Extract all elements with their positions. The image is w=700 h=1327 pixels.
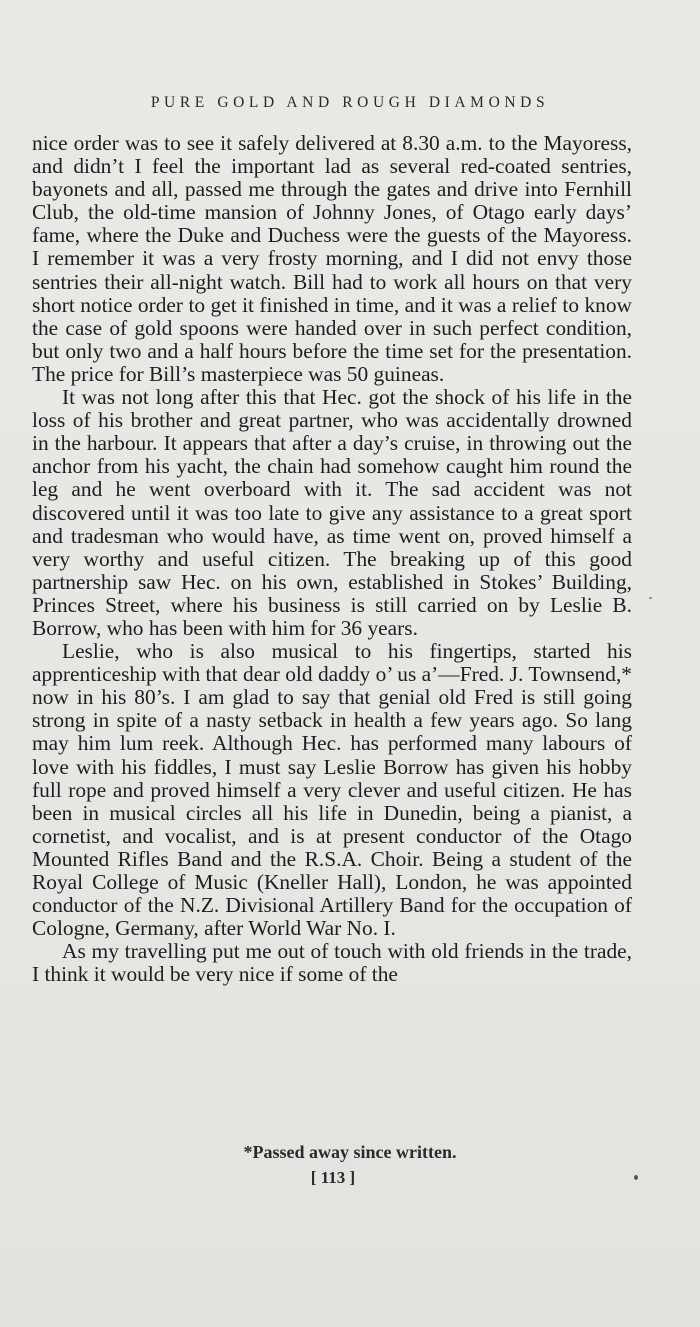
ink-speck — [649, 597, 652, 599]
ink-speck — [634, 1175, 638, 1180]
body-text — [32, 132, 632, 986]
footnote: *Passed away since written. — [243, 1142, 457, 1162]
paragraph-3: Leslie, who is also musical to his fingertips, started his apprenticeship with that dear old daddy o’ us a’—Fred. J. Townsend,* now in his 80’s. I am glad to say that genial old Fred is still going strong in spite of a nasty setback in health a few years ago. So lang may him lum reek. Although Hec. has performed many labours of love with his fiddles, I must say Leslie Borrow has given his hobby full rope and proved himself a very clever and useful citizen. He has been in musical circles all his life in Dunedin, being a pianist, a cornetist, and vocalist, and is at present conductor of the Otago Mounted Rifles Band and the R.S.A. Choir. Being a student of the Royal College of Music (Kneller Hall), London, he was appointed conductor of the N.Z. Divisional Artillery Band for the occupation of Cologne, Germany, after World War No. I. — [32, 639, 632, 941]
paragraph-2: It was not long after this that Hec. got the shock of his life in the loss of his brother and great partner, who was accidentally drowned in the harbour. It appears that after a day’s cruise, in throwing out the anchor from his yacht, the chain had somehow caught him round the leg and he went overboard with it. The sad accident was not discovered until it was too late to give any assistance to a great sport and tradesman who would have, as time went on, proved himself a very worthy and useful citizen. The breaking up of this good partnership saw Hec. on his own, established in Stokes’ Building, Princes Street, where his business is still carried on by Leslie B. Borrow, who has been with him for 36 years. — [32, 385, 632, 640]
running-head: PURE GOLD AND ROUGH DIAMONDS — [150, 94, 550, 111]
paragraph-1: nice order was to see it safely delivered at 8.30 a.m. to the Mayoress, and didn’t I feel the important lad as several red-coated sentries, bayonets and all, passed me through the gates and drive into Fernhill Club, the old-time mansion of Johnny Jones, of Otago early days’ fame, where the Duke and Duchess were the guests of the Mayoress. I remember it was a very frosty morning, and I did not envy those sentries their all-night watch. Bill had to work all hours on that very short notice order to get it finished in time, and it was a relief to know the case of gold spoons were handed over in such perfect condition, but only two and a half hours before the time set for the presentation. The price for Bill’s masterpiece was 50 guineas. — [32, 131, 632, 386]
paragraph-4: As my travelling put me out of touch with old friends in the trade, I think it would be very nice if some of the — [32, 939, 632, 987]
page-number: [ 113 ] — [310, 1168, 356, 1187]
